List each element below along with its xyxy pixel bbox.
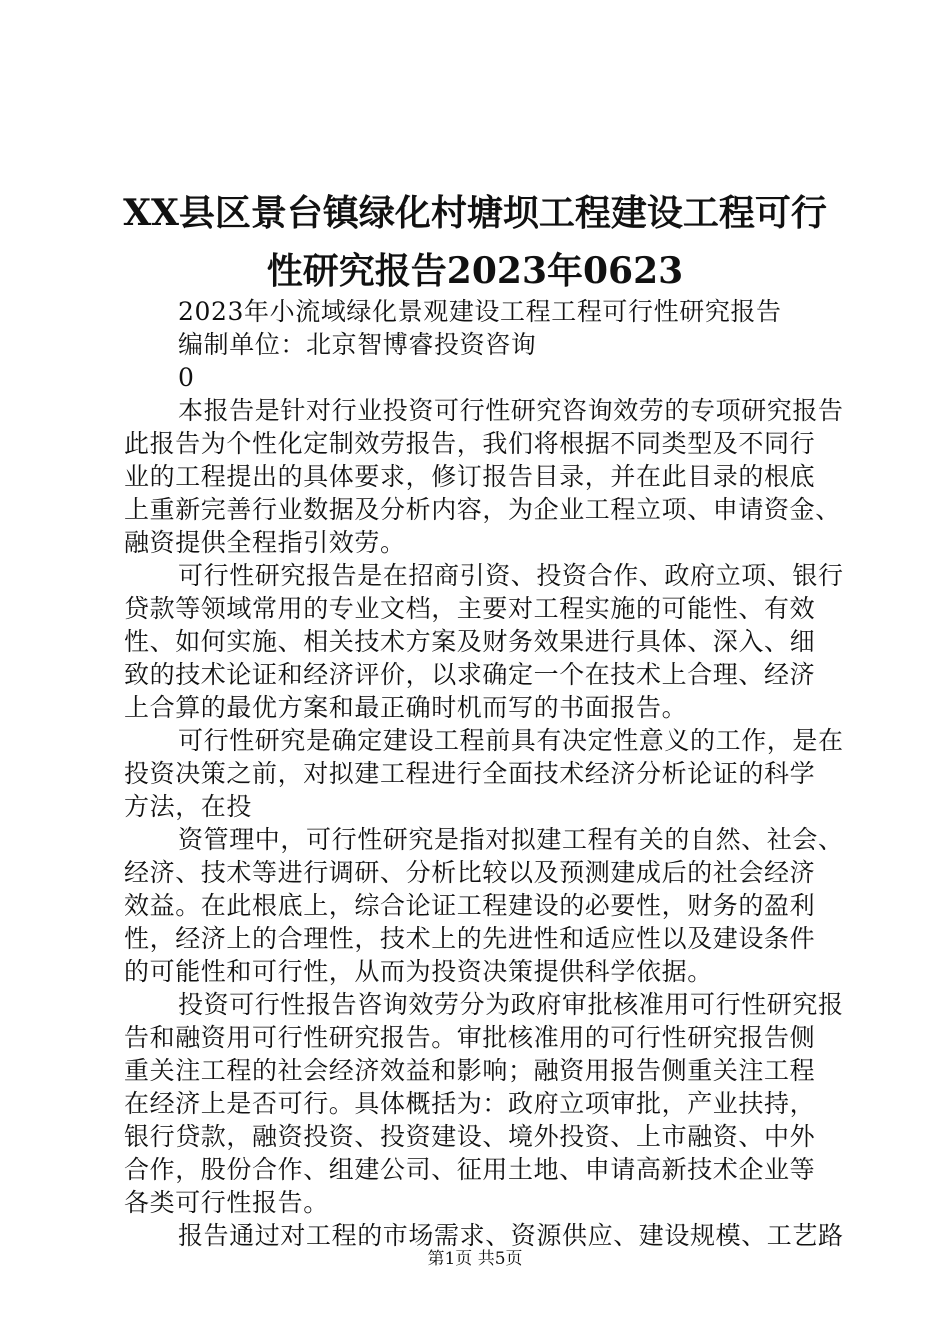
body-line: 致的技术论证和经济评价，以求确定一个在技术上合理、经济 [124, 660, 816, 689]
body-line: 性，经济上的合理性，技术上的先进性和适应性以及建设条件 [124, 924, 816, 953]
body-line: 融资提供全程指引效劳。 [124, 528, 406, 557]
subtitle-line: 2023年小流域绿化景观建设工程工程可行性研究报告 [178, 297, 782, 326]
body-line: 各类可行性报告。 [124, 1188, 329, 1217]
body-line: 性、如何实施、相关技术方案及财务效果进行具体、深入、细 [124, 627, 816, 656]
body-line: 0 [178, 363, 195, 392]
body-line: 投资决策之前，对拟建工程进行全面技术经济分析论证的科学 [124, 759, 816, 788]
body-line: 的可能性和可行性，从而为投资决策提供科学依据。 [124, 957, 713, 986]
body-line: 上重新完善行业数据及分析内容，为企业工程立项、申请资金、 [124, 495, 841, 524]
body-line: 此报告为个性化定制效劳报告，我们将根据不同类型及不同行 [124, 429, 816, 458]
body-line: 投资可行性报告咨询效劳分为政府审批核准用可行性研究报 [178, 990, 844, 1019]
body-line: 告和融资用可行性研究报告。审批核准用的可行性研究报告侧 [124, 1023, 816, 1052]
body-line: 银行贷款，融资投资、投资建设、境外投资、上市融资、中外 [124, 1122, 816, 1151]
body-line: 报告通过对工程的市场需求、资源供应、建设规模、工艺路 [178, 1221, 844, 1250]
document-title-line-1: XX县区景台镇绿化村塘坝工程建设工程可行 [123, 192, 827, 234]
page-number-footer: 第1页 共5页 [427, 1249, 523, 1269]
document-title-line-2: 性研究报告2023年0623 [266, 250, 684, 292]
body-line: 上合算的最优方案和最正确时机而写的书面报告。 [124, 693, 688, 722]
body-line: 在经济上是否可行。具体概括为：政府立项审批，产业扶持， [124, 1089, 816, 1118]
body-line: 可行性研究报告是在招商引资、投资合作、政府立项、银行 [178, 561, 844, 590]
body-line: 方法，在投 [124, 792, 253, 821]
body-line: 效益。在此根底上，综合论证工程建设的必要性，财务的盈利 [124, 891, 816, 920]
body-line: 业的工程提出的具体要求，修订报告目录，并在此目录的根底 [124, 462, 816, 491]
body-line: 贷款等领域常用的专业文档，主要对工程实施的可能性、有效 [124, 594, 816, 623]
body-line: 经济、技术等进行调研、分析比较以及预测建成后的社会经济 [124, 858, 816, 887]
body-line: 可行性研究是确定建设工程前具有决定性意义的工作，是在 [178, 726, 844, 755]
body-line: 资管理中，可行性研究是指对拟建工程有关的自然、社会、 [178, 825, 844, 854]
author-line: 编制单位：北京智博睿投资咨询 [178, 330, 537, 359]
body-line: 合作，股份合作、组建公司、征用土地、申请高新技术企业等 [124, 1155, 816, 1184]
body-line: 重关注工程的社会经济效益和影响；融资用报告侧重关注工程 [124, 1056, 816, 1085]
body-line: 本报告是针对行业投资可行性研究咨询效劳的专项研究报告 [178, 396, 844, 425]
